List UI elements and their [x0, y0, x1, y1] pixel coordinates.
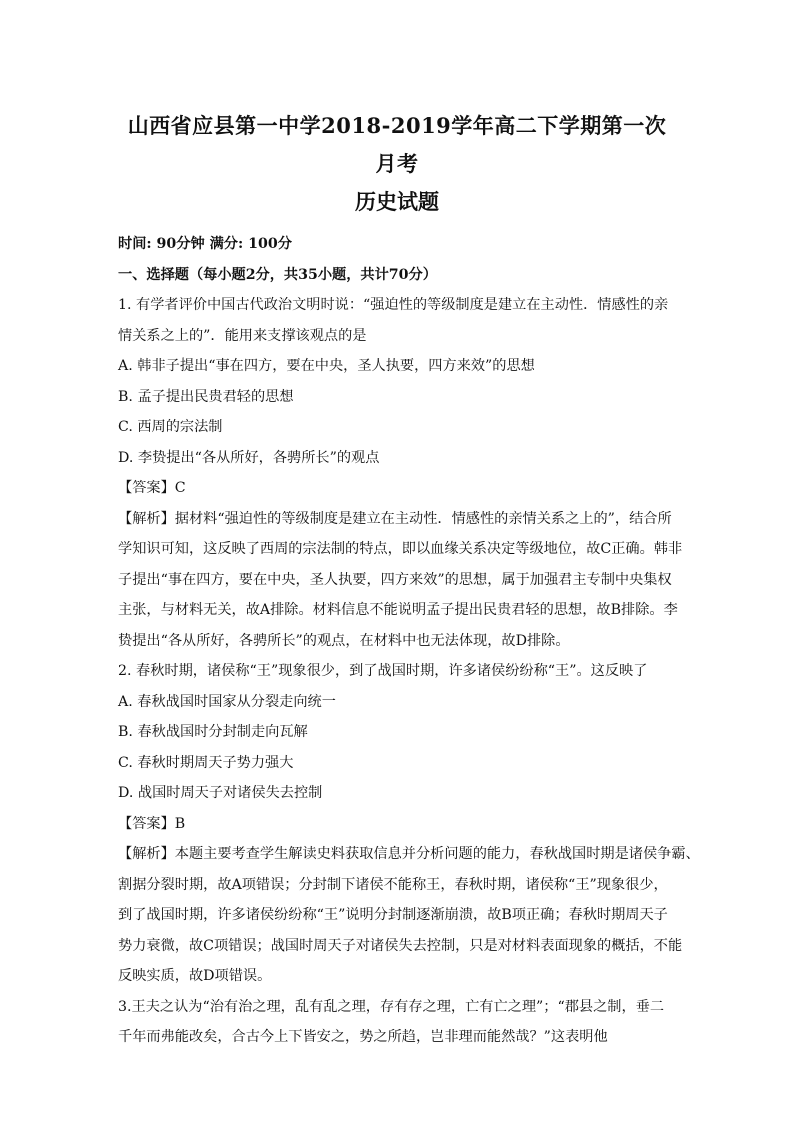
option-b: B. 孟子提出民贵君轻的思想	[118, 388, 294, 405]
option-a: A. 韩非子提出“事在四方，要在中央，圣人执要，四方来效”的思想	[118, 358, 535, 374]
exam-meta: 时间: 90分钟 满分: 100分	[118, 236, 292, 252]
document-subtitle: 历史试题	[355, 189, 439, 214]
stem-line: 3.王夫之认为“治有治之理，乱有乱之理，存有存之理，亡有亡之理”；“郡县之制，垂二	[118, 998, 665, 1015]
stem-line: 1. 有学者评价中国古代政治文明时说：“强迫性的等级制度是建立在主动性．情感性的亲	[118, 297, 669, 313]
answer: 【答案】C	[118, 480, 186, 496]
analysis-line: 【解析】据材料“强迫性的等级制度是建立在主动性．情感性的亲情关系之上的”，结合所	[118, 510, 672, 527]
answer: 【答案】B	[118, 815, 186, 832]
stem-line: 2. 春秋时期，诸侯称“王”现象很少，到了战国时期，许多诸侯纷纷称“王”。这反映了	[118, 663, 648, 679]
question-3	[118, 992, 676, 1053]
stem-line: 情关系之上的”．能用来支撑该观点的是	[118, 327, 367, 344]
option-a: A. 春秋战国时国家从分裂走向统一	[118, 693, 336, 710]
question-1	[118, 290, 683, 656]
option-c: C. 春秋时期周天子势力强大	[118, 754, 294, 771]
analysis-line: 到了战国时期，许多诸侯纷纷称“王”说明分封制逐渐崩溃，故B项正确；春秋时期周天子	[118, 907, 668, 923]
question-stem	[118, 290, 676, 351]
analysis-line: 子提出“事在四方，要在中央，圣人执要，四方来效”的思想，属于加强君主专制中央集权	[118, 571, 672, 588]
question-2	[118, 656, 700, 992]
question-stem	[118, 656, 676, 687]
analysis	[118, 504, 683, 657]
analysis-line: 反映实质，故D项错误。	[118, 968, 272, 984]
section-heading: 一、选择题（每小题2分，共35小题，共计70分）	[118, 266, 437, 283]
analysis-line: 【解析】本题主要考查学生解读史料获取信息并分析问题的能力，春秋战国时期是诸侯争霸、	[118, 846, 700, 862]
option-c: C. 西周的宗法制	[118, 419, 223, 435]
analysis-line: 势力衰微，故C项错误；战国时周天子对诸侯失去控制，只是对材料表面现象的概括，不能	[118, 937, 683, 954]
option-d: D. 李贽提出“各从所好，各骋所长”的观点	[118, 449, 380, 466]
document-title: 山西省应县第一中学2018-2019学年高二下学期第一次月考	[127, 113, 667, 176]
analysis	[118, 839, 700, 992]
analysis-line: 割据分裂时期，故A项错误；分封制下诸侯不能称王，春秋时期，诸侯称“王”现象很少，	[118, 876, 668, 893]
option-b: B. 春秋战国时分封制走向瓦解	[118, 724, 308, 740]
option-d: D. 战国时周天子对诸侯失去控制	[118, 785, 323, 801]
analysis-line: 学知识可知，这反映了西周的宗法制的特点，即以血缘关系决定等级地位，故C正确。韩非	[118, 541, 683, 557]
analysis-line: 贽提出“各从所好，各骋所长”的观点，在材料中也无法体现，故D排除。	[118, 632, 570, 649]
question-stem	[118, 992, 676, 1053]
analysis-line: 主张，与材料无关，故A排除。材料信息不能说明孟子提出民贵君轻的思想，故B排除。李	[118, 602, 678, 618]
stem-line: 千年而弗能改矣，合古今上下皆安之，势之所趋，岂非理而能然哉？”这表明他	[118, 1029, 608, 1045]
